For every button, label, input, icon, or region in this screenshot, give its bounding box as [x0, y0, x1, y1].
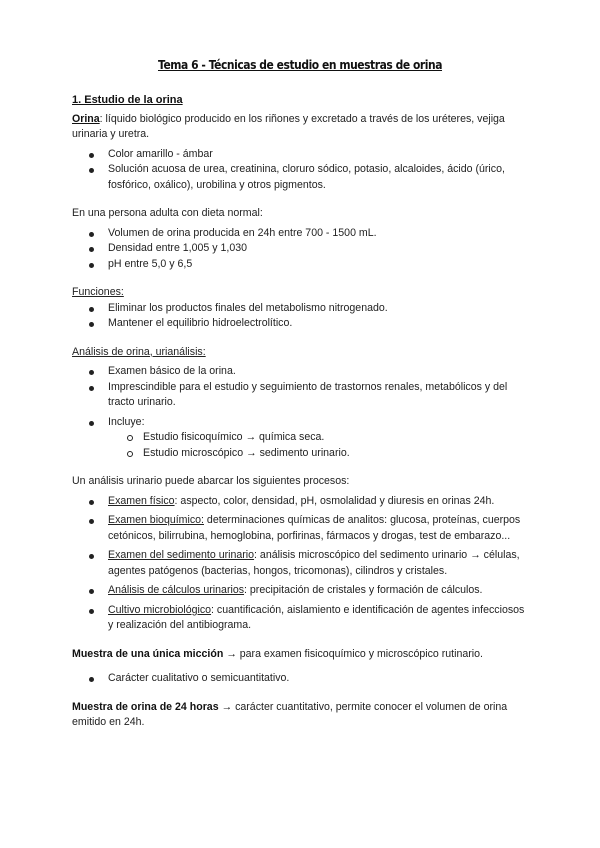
- sub-list-item: Estudio fisicoquímico → química seca.: [72, 430, 532, 446]
- process-text: determinaciones químicas de analitos: glucosa, proteínas, cuerpos cetónicos, bilirrubina, hemoglobina, porfirinas, fármacos y drogas, test de embarazo...: [108, 514, 521, 542]
- analisis-sublist: [72, 430, 532, 461]
- process-term: Examen físico: [108, 494, 175, 507]
- muestra-24h-label: Muestra de orina de 24 horas: [72, 700, 219, 713]
- list-item: Eliminar los productos finales del metabolismo nitrogenado.: [72, 301, 532, 317]
- muestra-unica-paragraph: [72, 647, 532, 663]
- process-term: Examen bioquímico:: [108, 514, 204, 526]
- adult-values-list: [72, 226, 532, 273]
- list-item: Mantener el equilibrio hidroelectrolítico.: [72, 316, 532, 332]
- procesos-list: [72, 494, 532, 634]
- muestra-unica-text: → para examen fisicoquímico y microscópico rutinario.: [223, 647, 483, 660]
- list-item: Volumen de orina producida en 24h entre 700 - 1500 mL.: [72, 226, 532, 242]
- list-item: Examen básico de la orina.: [72, 364, 532, 380]
- analisis-heading: Análisis de orina, urianálisis:: [72, 345, 206, 358]
- muestra-unica-label: Muestra de una única micción: [72, 647, 224, 660]
- document-title: Tema 6 - Técnicas de estudio en muestras de orina: [157, 58, 443, 72]
- process-text: : precipitación de cristales y formación de cálculos.: [244, 584, 483, 596]
- procesos-intro: Un análisis urinario puede abarcar los siguientes procesos:: [72, 475, 350, 487]
- process-term: Cultivo microbiológico: [108, 603, 212, 616]
- muestra-24h-text: → carácter cuantitativo, permite conocer el volumen de orina emitido en 24h.: [72, 700, 508, 728]
- orina-definition: [72, 112, 532, 143]
- process-term: Análisis de cálculos urinarios: [108, 584, 245, 596]
- orina-definition-text: : líquido biológico producido en los riñones y excretado a través de los uréteres, vejiga urinaria y uretra.: [72, 112, 505, 140]
- list-item: Carácter cualitativo o semicuantitativo.: [72, 671, 532, 687]
- process-item-calculos: [72, 583, 532, 599]
- process-text: : aspecto, color, densidad, pH, osmolalidad y diuresis en orinas 24h.: [174, 494, 495, 507]
- list-item: Densidad entre 1,005 y 1,030: [72, 241, 532, 257]
- process-text: : cuantificación, aislamiento e identificación de agentes infecciosos y realización del antibiograma.: [108, 603, 525, 631]
- muestra-unica-list: [72, 671, 532, 687]
- process-text: : análisis microscópico del sedimento urinario → células, agentes patógenos (bacterias, hongos, tricomonas), cilindros y cristales.: [108, 549, 520, 577]
- document-body: [72, 93, 532, 731]
- process-item-examen-fisico: [72, 494, 532, 510]
- section-heading-estudio-orina: 1. Estudio de la orina: [72, 94, 183, 106]
- analisis-list: [72, 364, 532, 430]
- process-item-examen-bioquimico: [72, 513, 532, 544]
- list-item: Solución acuosa de urea, creatinina, cloruro sódico, potasio, alcaloides, ácido (úrico, fosfórico, oxálico), urobilina y otros pigmentos.: [72, 162, 532, 193]
- funciones-heading: Funciones:: [72, 286, 124, 298]
- sub-list-item: Estudio microscópico → sedimento urinario.: [72, 446, 532, 462]
- list-item: Imprescindible para el estudio y seguimiento de trastornos renales, metabólicos y del tracto urinario.: [72, 380, 532, 411]
- list-item: Incluye:: [72, 415, 532, 431]
- orina-term: Orina: [72, 112, 100, 125]
- process-term: Examen del sedimento urinario: [108, 549, 255, 561]
- funciones-list: [72, 301, 532, 332]
- process-item-sedimento: [72, 548, 532, 579]
- orina-properties-list: [72, 147, 532, 194]
- list-item: Color amarillo - ámbar: [72, 147, 532, 163]
- adult-intro: En una persona adulta con dieta normal:: [72, 207, 263, 219]
- list-item: pH entre 5,0 y 6,5: [72, 257, 532, 273]
- muestra-24h-paragraph: [72, 700, 532, 731]
- process-item-cultivo: [72, 603, 532, 634]
